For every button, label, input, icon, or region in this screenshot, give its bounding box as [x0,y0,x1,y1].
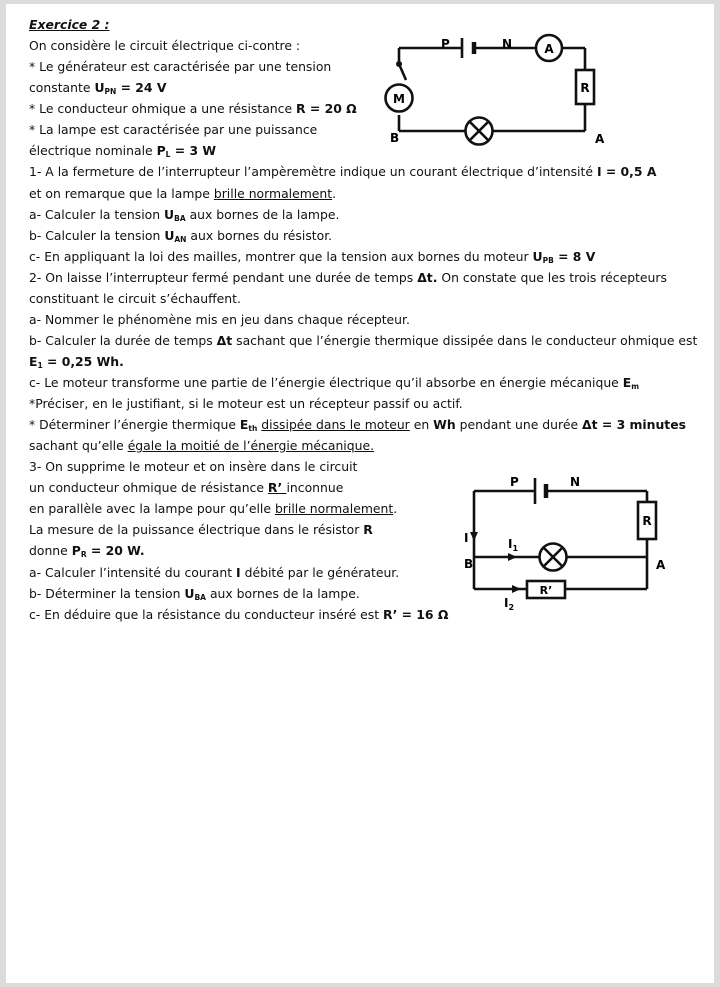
arrow-i1 [508,553,517,561]
question-1-cont: et on remarque que la lampe brille normalement. [29,186,337,201]
question-3-line-3: en parallèle avec la lampe pour qu’elle brille normalement. [29,501,398,516]
circuit-diagram-1 [376,28,616,148]
ammeter-label: A [544,42,554,56]
intro-line: On considère le circuit électrique ci-contre : [29,38,301,53]
question-3-line-5: donne $P_R = 20$ W. [29,543,145,559]
resistor-r-label: R [642,514,652,528]
question-3-line-2: un conducteur ohmique de résistance R’ inconnue [29,480,344,495]
resistor-line: * Le conducteur ohmique a une résistance R = 20 Ω [29,101,357,116]
label-p: P [441,37,450,51]
label-n: N [570,475,581,489]
question-3-line-4: La mesure de la puissance électrique dans le résistor R [29,522,373,537]
resistor-label: R [580,81,590,95]
generator-line-2: constante $U_{PN} = 24$ V [29,80,167,96]
lamp-line-2: électrique nominale $P_L = 3$ W [29,143,217,159]
motor-label: M [393,92,405,106]
label-i2: $I_2$ [504,596,515,612]
question-3c: c- En déduire que la résistance du conducteur inséré est R’ = 16 Ω [29,607,449,622]
question-1c: c- En appliquant la loi des mailles, montrer que la tension aux bornes du moteur $U_{PB} = 8$ V [29,249,596,265]
question-1b: b- Calculer la tension $U_{AN}$ aux bornes du résistor. [29,228,333,244]
resistor-r-prime-label: R’ [539,584,553,597]
question-1a: a- Calculer la tension $U_{BA}$ aux bornes de la lampe. [29,207,340,223]
lamp-line-1: * La lampe est caractérisée par une puissance [29,122,318,137]
label-b: B [390,131,400,145]
label-a: A [595,132,605,146]
circuit-diagram-2 [454,469,674,614]
switch-contact [396,61,402,67]
exercise-page [6,4,714,983]
label-i: I [464,531,469,545]
question-2d: *Préciser, en le justifiant, si le moteur est un récepteur passif ou actif. [29,396,463,411]
question-2: 2- On laisse l’interrupteur fermé pendant une durée de temps Δt. On constate que les trois récepteurs [29,270,667,285]
question-3a: a- Calculer l’intensité du courant I débité par le générateur. [29,565,400,580]
question-2a: a- Nommer le phénomène mis en jeu dans chaque récepteur. [29,312,410,327]
question-2f: sachant qu’elle égale la moitié de l’énergie mécanique. [29,438,375,453]
generator-line-1: * Le générateur est caractérisée par une tension [29,59,332,74]
question-2b: b- Calculer la durée de temps Δt sachant que l’énergie thermique dissipée dans le conducteur ohmique est [29,333,698,348]
question-2e: * Déterminer l’énergie thermique $E_{th}$ dissipée dans le moteur en Wh pendant une durée Δt = 3 minutes [29,417,687,433]
question-2b-value: $E_1 = 0,25$ Wh. [29,354,124,370]
label-a: A [656,558,666,572]
arrow-i [470,532,478,541]
question-2c: c- Le moteur transforme une partie de l’énergie électrique qu’il absorbe en énergie mécanique $E_m$ [29,375,640,391]
question-3: 3- On supprime le moteur et on insère dans le circuit [29,459,358,474]
question-1: 1- A la fermeture de l’interrupteur l’ampèremètre indique un courant électrique d’intensité I = 0,5 A [29,164,657,179]
question-3b: b- Déterminer la tension $U_{BA}$ aux bornes de la lampe. [29,586,360,602]
exercise-title: Exercice 2 : [29,17,110,32]
label-n: N [502,37,513,51]
label-i1: $I_1$ [508,537,519,553]
label-b: B [464,557,474,571]
label-p: P [510,475,519,489]
arrow-i2 [512,585,521,593]
question-2-cont: constituant le circuit s’échauffent. [29,291,241,306]
